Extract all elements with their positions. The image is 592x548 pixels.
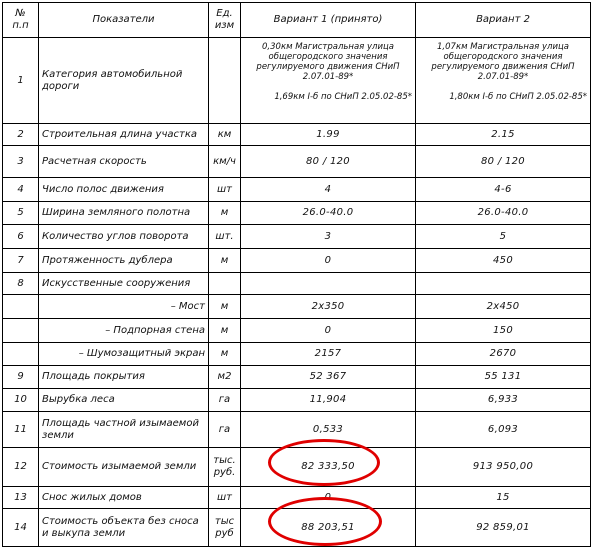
row-unit: м (209, 343, 241, 366)
row-variant-2: 55 131 (416, 366, 591, 389)
table-row (3, 343, 591, 366)
row-variant-2: 913 950,00 (416, 448, 591, 487)
row-indicator: Вырубка леса (39, 389, 209, 412)
row-variant-1: 0 (241, 319, 416, 343)
table-row (3, 202, 591, 225)
row-number (3, 295, 39, 319)
table-row (3, 225, 591, 249)
row-variant-2: 80 / 120 (416, 146, 591, 178)
row-unit: га (209, 412, 241, 448)
row-unit: шт. (209, 225, 241, 249)
variant-1-category-highway: 1,69км I-б по СНиП 2.05.02-85* (274, 92, 412, 102)
row-number: 9 (3, 366, 39, 389)
row-indicator: Категория автомобильной дороги (39, 38, 209, 124)
table-row (3, 412, 591, 448)
table-row (3, 366, 591, 389)
row-number: 13 (3, 487, 39, 509)
row-number: 6 (3, 225, 39, 249)
row-variant-2: 6,933 (416, 389, 591, 412)
row-variant-2: 6,093 (416, 412, 591, 448)
variant-1-category-urban: 0,30км Магистральная улица общегородского значения регулируемого движения СНиП 2.07.01-89* (256, 42, 400, 82)
row-variant-1: 88 203,51 (241, 509, 416, 547)
row-number: 7 (3, 249, 39, 273)
row-unit: га (209, 389, 241, 412)
row-variant-1 (241, 38, 416, 124)
row-variant-1: 11,904 (241, 389, 416, 412)
header-variant-2: Вариант 2 (416, 3, 591, 38)
table-row (3, 249, 591, 273)
row-unit: км/ч (209, 146, 241, 178)
row-indicator: Снос жилых домов (39, 487, 209, 509)
row-variant-1: 82 333,50 (241, 448, 416, 487)
row-variant-2: 4-6 (416, 178, 591, 202)
row-number: 11 (3, 412, 39, 448)
row-unit: шт (209, 487, 241, 509)
table-row (3, 319, 591, 343)
row-unit: шт (209, 178, 241, 202)
row-number: 2 (3, 124, 39, 146)
table-header-row (3, 3, 591, 38)
row-variant-2: 450 (416, 249, 591, 273)
header-variant-1: Вариант 1 (принято) (241, 3, 416, 38)
table-row (3, 273, 591, 295)
row-variant-1: 2157 (241, 343, 416, 366)
row-unit: тыс. руб. (209, 448, 241, 487)
table-row (3, 295, 591, 319)
row-indicator: Площадь частной изымаемой земли (39, 412, 209, 448)
row-variant-2 (416, 38, 591, 124)
row-number (3, 319, 39, 343)
row-unit (209, 273, 241, 295)
row-number: 12 (3, 448, 39, 487)
row-variant-2: 92 859,01 (416, 509, 591, 547)
row-variant-1 (241, 273, 416, 295)
row-number: 10 (3, 389, 39, 412)
row-number: 8 (3, 273, 39, 295)
row-unit: м (209, 319, 241, 343)
row-variant-1: 0,533 (241, 412, 416, 448)
row-unit: тыс руб (209, 509, 241, 547)
row-number: 14 (3, 509, 39, 547)
row-number: 1 (3, 38, 39, 124)
row-indicator: Протяженность дублера (39, 249, 209, 273)
table-row (3, 389, 591, 412)
row-unit (209, 38, 241, 124)
row-variant-1: 80 / 120 (241, 146, 416, 178)
row-indicator: Количество углов поворота (39, 225, 209, 249)
row-indicator: Площадь покрытия (39, 366, 209, 389)
header-indicator: Показатели (39, 3, 209, 38)
row-number: 4 (3, 178, 39, 202)
row-variant-1: 52 367 (241, 366, 416, 389)
row-variant-1: 0 (241, 487, 416, 509)
comparison-table (2, 2, 591, 547)
row-variant-1: 26.0-40.0 (241, 202, 416, 225)
header-number: № п.п (3, 3, 39, 38)
table-row (3, 146, 591, 178)
table-row (3, 509, 591, 547)
table-row (3, 178, 591, 202)
row-indicator: Строительная длина участка (39, 124, 209, 146)
header-unit: Ед. изм (209, 3, 241, 38)
row-variant-1: 4 (241, 178, 416, 202)
row-number (3, 343, 39, 366)
row-variant-2: 2.15 (416, 124, 591, 146)
variant-2-category-urban: 1,07км Магистральная улица общегородского значения регулируемого движения СНиП 2.07.01-89* (431, 42, 575, 82)
row-indicator: – Подпорная стена (39, 319, 209, 343)
row-indicator: – Шумозащитный экран (39, 343, 209, 366)
row-unit: м (209, 202, 241, 225)
row-variant-2 (416, 273, 591, 295)
row-variant-2: 26.0-40.0 (416, 202, 591, 225)
table-row (3, 124, 591, 146)
row-variant-2: 15 (416, 487, 591, 509)
variant-2-category-highway: 1,80км I-б по СНиП 2.05.02-85* (449, 92, 587, 102)
row-indicator: Стоимость объекта без сноса и выкупа земли (39, 509, 209, 547)
row-variant-1: 3 (241, 225, 416, 249)
row-unit: м (209, 249, 241, 273)
row-unit: км (209, 124, 241, 146)
row-indicator: Число полос движения (39, 178, 209, 202)
row-indicator: Стоимость изымаемой земли (39, 448, 209, 487)
row-indicator: Ширина земляного полотна (39, 202, 209, 225)
row-variant-2: 2x450 (416, 295, 591, 319)
row-indicator: Искусственные сооружения (39, 273, 209, 295)
row-indicator: – Мост (39, 295, 209, 319)
row-unit: м2 (209, 366, 241, 389)
row-variant-1: 2x350 (241, 295, 416, 319)
row-indicator: Расчетная скорость (39, 146, 209, 178)
row-variant-2: 5 (416, 225, 591, 249)
row-number: 3 (3, 146, 39, 178)
table-row (3, 38, 591, 124)
row-unit: м (209, 295, 241, 319)
row-variant-2: 2670 (416, 343, 591, 366)
row-variant-2: 150 (416, 319, 591, 343)
row-number: 5 (3, 202, 39, 225)
row-variant-1: 0 (241, 249, 416, 273)
table-row (3, 487, 591, 509)
row-variant-1: 1.99 (241, 124, 416, 146)
table-row (3, 448, 591, 487)
